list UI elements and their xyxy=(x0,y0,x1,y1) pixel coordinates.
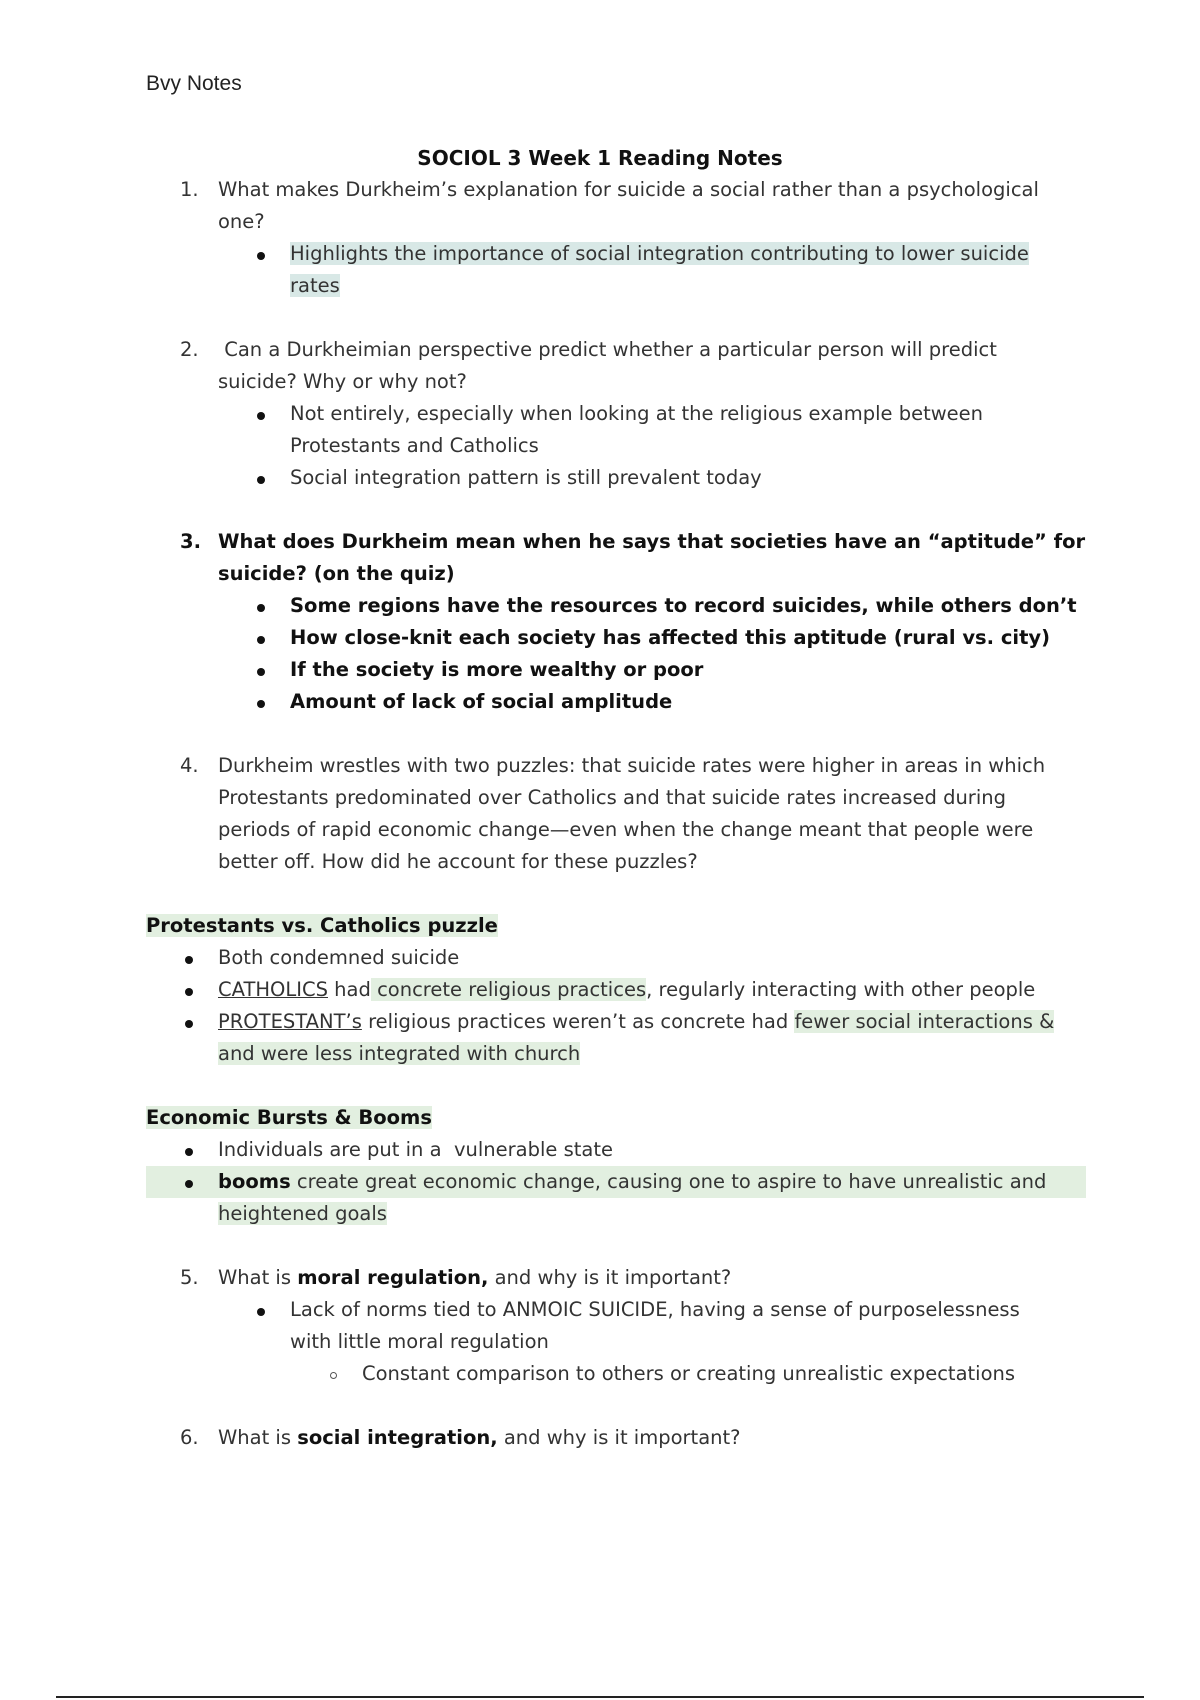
bullet-icon xyxy=(257,476,265,484)
section-heading xyxy=(146,1102,432,1134)
section-bullet xyxy=(218,1166,1046,1198)
answer-bullet: Not entirely, especially when looking at the religious example between xyxy=(290,402,984,425)
text-span: and why is it important? xyxy=(497,1426,741,1449)
sub-bullet-icon xyxy=(330,1372,337,1379)
question-text xyxy=(218,1422,741,1454)
text-span: religious practices weren’t as concrete had xyxy=(361,1010,795,1033)
bullet-icon xyxy=(257,252,265,260)
section-heading xyxy=(146,910,498,942)
answer-bullet: Social integration pattern is still prevalent today xyxy=(290,466,762,489)
bullet-icon xyxy=(257,412,265,420)
highlighted-text: concrete religious practices xyxy=(370,978,647,1001)
question-number: 2. xyxy=(180,338,199,361)
question-text: What makes Durkheim’s explanation for suicide a social rather than a psychological xyxy=(218,178,1039,201)
answer-bullet-continued xyxy=(290,270,340,302)
question-text xyxy=(218,1262,731,1294)
answer-sub-bullet: Constant comparison to others or creating unrealistic expectations xyxy=(362,1362,1016,1385)
section-bullet: Individuals are put in a vulnerable state xyxy=(218,1138,613,1161)
question-text: What does Durkheim mean when he says that societies have an “aptitude” for xyxy=(218,530,1086,553)
answer-bullet: How close-knit each society has affected this aptitude (rural vs. city) xyxy=(290,626,1051,649)
text-span: had xyxy=(327,978,371,1001)
answer-bullet: Amount of lack of social amplitude xyxy=(290,690,673,713)
bold-text: social integration, xyxy=(297,1426,498,1449)
text-span: What is xyxy=(218,1266,298,1289)
question-text: suicide? Why or why not? xyxy=(218,370,467,393)
answer-bullet xyxy=(290,238,1029,270)
bullet-icon xyxy=(257,668,265,676)
answer-bullet: Some regions have the resources to record suicides, while others don’t xyxy=(290,594,1077,617)
highlighted-text: fewer social interactions & xyxy=(794,1010,1055,1033)
text-span: and why is it important? xyxy=(488,1266,732,1289)
highlighted-text: rates xyxy=(290,274,340,297)
question-number: 1. xyxy=(180,178,199,201)
bullet-icon xyxy=(257,604,265,612)
answer-bullet-continued: with little moral regulation xyxy=(290,1330,549,1353)
highlighted-text: Economic Bursts & Booms xyxy=(146,1106,432,1129)
underlined-text: CATHOLICS xyxy=(218,978,328,1001)
bullet-icon xyxy=(185,1148,193,1156)
text-span: , regularly interacting with other people xyxy=(646,978,1036,1001)
section-bullet xyxy=(218,974,1035,1006)
question-text: better off. How did he account for these puzzles? xyxy=(218,850,698,873)
bullet-icon xyxy=(257,636,265,644)
bullet-icon xyxy=(185,956,193,964)
underlined-text: PROTESTANT’s xyxy=(218,1010,362,1033)
bullet-icon xyxy=(185,1020,193,1028)
bold-text: booms xyxy=(218,1170,291,1193)
text-span: create great economic change, causing one to aspire to have unrealistic and xyxy=(290,1170,1047,1193)
section-bullet-continued xyxy=(218,1038,580,1070)
answer-bullet-continued: Protestants and Catholics xyxy=(290,434,539,457)
section-bullet xyxy=(218,1006,1054,1038)
section-bullet-continued xyxy=(218,1198,387,1230)
highlighted-text: and were less integrated with church xyxy=(218,1042,581,1065)
question-number: 5. xyxy=(180,1266,199,1289)
highlighted-text: Protestants vs. Catholics puzzle xyxy=(146,914,498,937)
bullet-icon xyxy=(185,1180,193,1188)
bullet-icon xyxy=(257,700,265,708)
bullet-icon xyxy=(257,1308,265,1316)
section-bullet: Both condemned suicide xyxy=(218,946,460,969)
question-text: Protestants predominated over Catholics and that suicide rates increased during xyxy=(218,786,1006,809)
text-span: What is xyxy=(218,1426,298,1449)
question-text: Can a Durkheimian perspective predict whether a particular person will predict xyxy=(218,338,997,361)
question-text: Durkheim wrestles with two puzzles: that suicide rates were higher in areas in which xyxy=(218,754,1046,777)
bold-text: moral regulation, xyxy=(297,1266,489,1289)
bullet-icon xyxy=(185,988,193,996)
question-number: 3. xyxy=(180,530,201,553)
answer-bullet: Lack of norms tied to ANMOIC SUICIDE, having a sense of purposelessness xyxy=(290,1298,1020,1321)
question-number: 6. xyxy=(180,1426,199,1449)
question-text: periods of rapid economic change—even when the change meant that people were xyxy=(218,818,1034,841)
page-divider xyxy=(56,1696,1144,1698)
page-title: SOCIOL 3 Week 1 Reading Notes xyxy=(417,146,783,170)
question-text: suicide? (on the quiz) xyxy=(218,562,455,585)
highlighted-text: heightened goals xyxy=(218,1202,387,1225)
question-text: one? xyxy=(218,210,265,233)
answer-bullet: If the society is more wealthy or poor xyxy=(290,658,704,681)
question-number: 4. xyxy=(180,754,199,777)
highlighted-text: Highlights the importance of social integration contributing to lower suicide xyxy=(290,242,1029,265)
header-app-title: Bvy Notes xyxy=(146,72,242,95)
